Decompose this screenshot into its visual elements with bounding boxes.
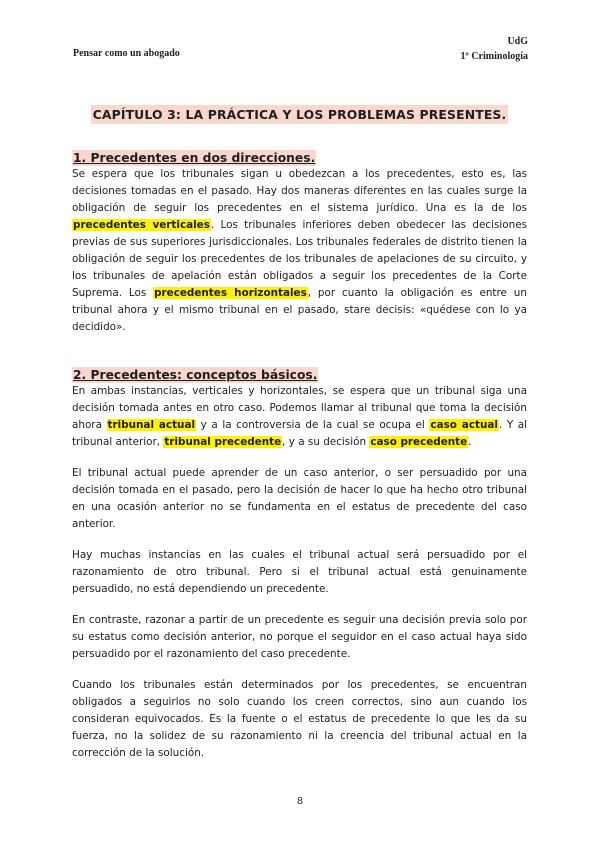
section-2-paragraph-1: En ambas instancias, verticales y horizontales, se espera que un tribunal siga una decisión tomada antes en otro caso. Podemos llamar al tribunal que toma la decisión ahora tribunal actual y a la controversia de la cual se ocupa el caso actual. Y al tribunal anterior, tribunal precedente, y a su decisión caso precedente. <box>72 385 528 448</box>
section-1-heading: 1. Precedentes en dos direcciones. <box>73 151 316 165</box>
highlight-precedentes-verticales: precedentes verticales <box>73 219 210 231</box>
section-1 <box>72 147 527 336</box>
section-2-paragraph-4: En contraste, razonar a partir de un precedente es seguir una decisión previa solo por su estatus como decisión anterior, no porque el seguidor en el caso actual haya sido persuadido por el razonamiento del caso precedente. <box>72 614 527 660</box>
highlight-tribunal-actual: tribunal actual <box>107 419 196 431</box>
section-2-heading: 2. Precedentes: conceptos básicos. <box>73 368 318 382</box>
header-university: UdG <box>507 36 528 47</box>
section-2-paragraph-2: El tribunal actual puede aprender de un caso anterior, o ser persuadido por una decisión tomada en el pasado, pero la decisión de hacer lo que ha hecho otro tribunal en una ocasión anterior no se fundamenta en el estatus de precedente del caso anterior. <box>72 467 527 530</box>
document-header-subject: Pensar como un abogado <box>73 48 180 59</box>
chapter-title-wrap <box>72 104 527 124</box>
document-header-info <box>461 34 528 64</box>
highlight-precedentes-horizontales: precedentes horizontales <box>154 287 307 299</box>
header-course: 1º Criminología <box>460 51 528 62</box>
page-number: 8 <box>296 796 304 807</box>
section-1-paragraph: Se espera que los tribunales sigan u obedezcan a los precedentes, esto es, las decisiones tomadas en el pasado. Hay dos maneras diferentes en las cuales surge la obligación de seguir los precedentes en el sistema jurídico. Una es la de los precedentes verticales. Los tribunales inferiores deben obedecer las decisiones previas de sus superiores jurisdiccionales. Los tribunales federales de distrito tienen la obligación de seguir los precedentes de los tribunales de apelaciones de su circuito, y los tribunales de apelación están obligados a seguir los precedentes de la Corte Suprema. Los precedentes horizontales, por cuanto la obligación es entre un tribunal ahora y el mismo tribunal en el pasado, stare decisis: «quédese con lo ya decidido». <box>72 168 528 333</box>
highlight-tribunal-precedente: tribunal precedente <box>164 436 282 448</box>
highlight-caso-actual: caso actual <box>430 419 498 431</box>
page-content <box>72 104 527 762</box>
section-2 <box>72 364 527 762</box>
section-2-paragraph-5: Cuando los tribunales están determinados por los precedentes, se encuentran obligados a seguirlos no solo cuando los creen correctos, sino aun cuando los consideran equivocados. Es la fuente o el estatus de precedente lo que les da su fuerza, no la solidez de su razonamiento ni la creencia del tribunal actual en la corrección de la solución. <box>72 679 527 759</box>
chapter-title: CAPÍTULO 3: LA PRÁCTICA Y LOS PROBLEMAS PRESENTES. <box>92 107 507 122</box>
highlight-caso-precedente: caso precedente <box>370 436 468 448</box>
section-2-paragraph-3: Hay muchas instancias en las cuales el tribunal actual será persuadido por el razonamiento de otro tribunal. Pero si el tribunal actual está genuinamente persuadido, no está dependiendo un precedente. <box>72 549 527 595</box>
